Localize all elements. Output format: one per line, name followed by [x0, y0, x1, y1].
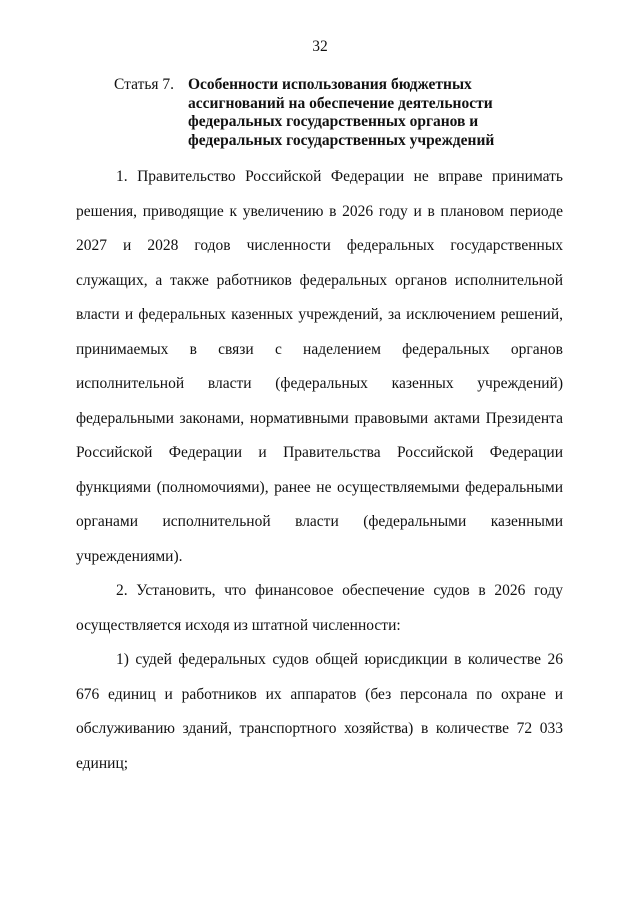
paragraph-2: 2. Установить, что финансовое обеспечение судов в 2026 году осуществляется исходя из штатной численности: [76, 582, 563, 634]
article-label: Статья 7. [114, 76, 175, 93]
paragraph-3: 1) судей федеральных судов общей юрисдикции в количестве 26 676 единиц и работников их аппаратов (без персонала по охране и обслуживанию зданий, транспортного хозяйства) в количестве 72 033 единиц; [76, 651, 563, 772]
paragraph-1: 1. Правительство Российской Федерации не вправе принимать решения, приводящие к увеличению в 2026 году и в плановом периоде 2027 и 2028 годов численности федеральных государственных служащих, а также работников федеральных органов исполнительной власти и федеральных казенных учреждений, за исключением решений, принимаемых в связи с наделением федеральных органов исполнительной власти (федеральных казенных учреждений) федеральными законами, нормативными правовыми актами Президента Российской Федерации и Правительства Российской Федерации функциями (полномочиями), ранее не осуществляемыми федеральными органами исполнительной власти (федеральными казенными учреждениями). [76, 168, 563, 565]
document-body [76, 160, 563, 781]
article-title: Особенности использования бюджетных ассигнований на обеспечение деятельности федеральных государственных органов и федеральных государственных учреждений [188, 76, 495, 149]
page-number: 32 [312, 38, 328, 55]
